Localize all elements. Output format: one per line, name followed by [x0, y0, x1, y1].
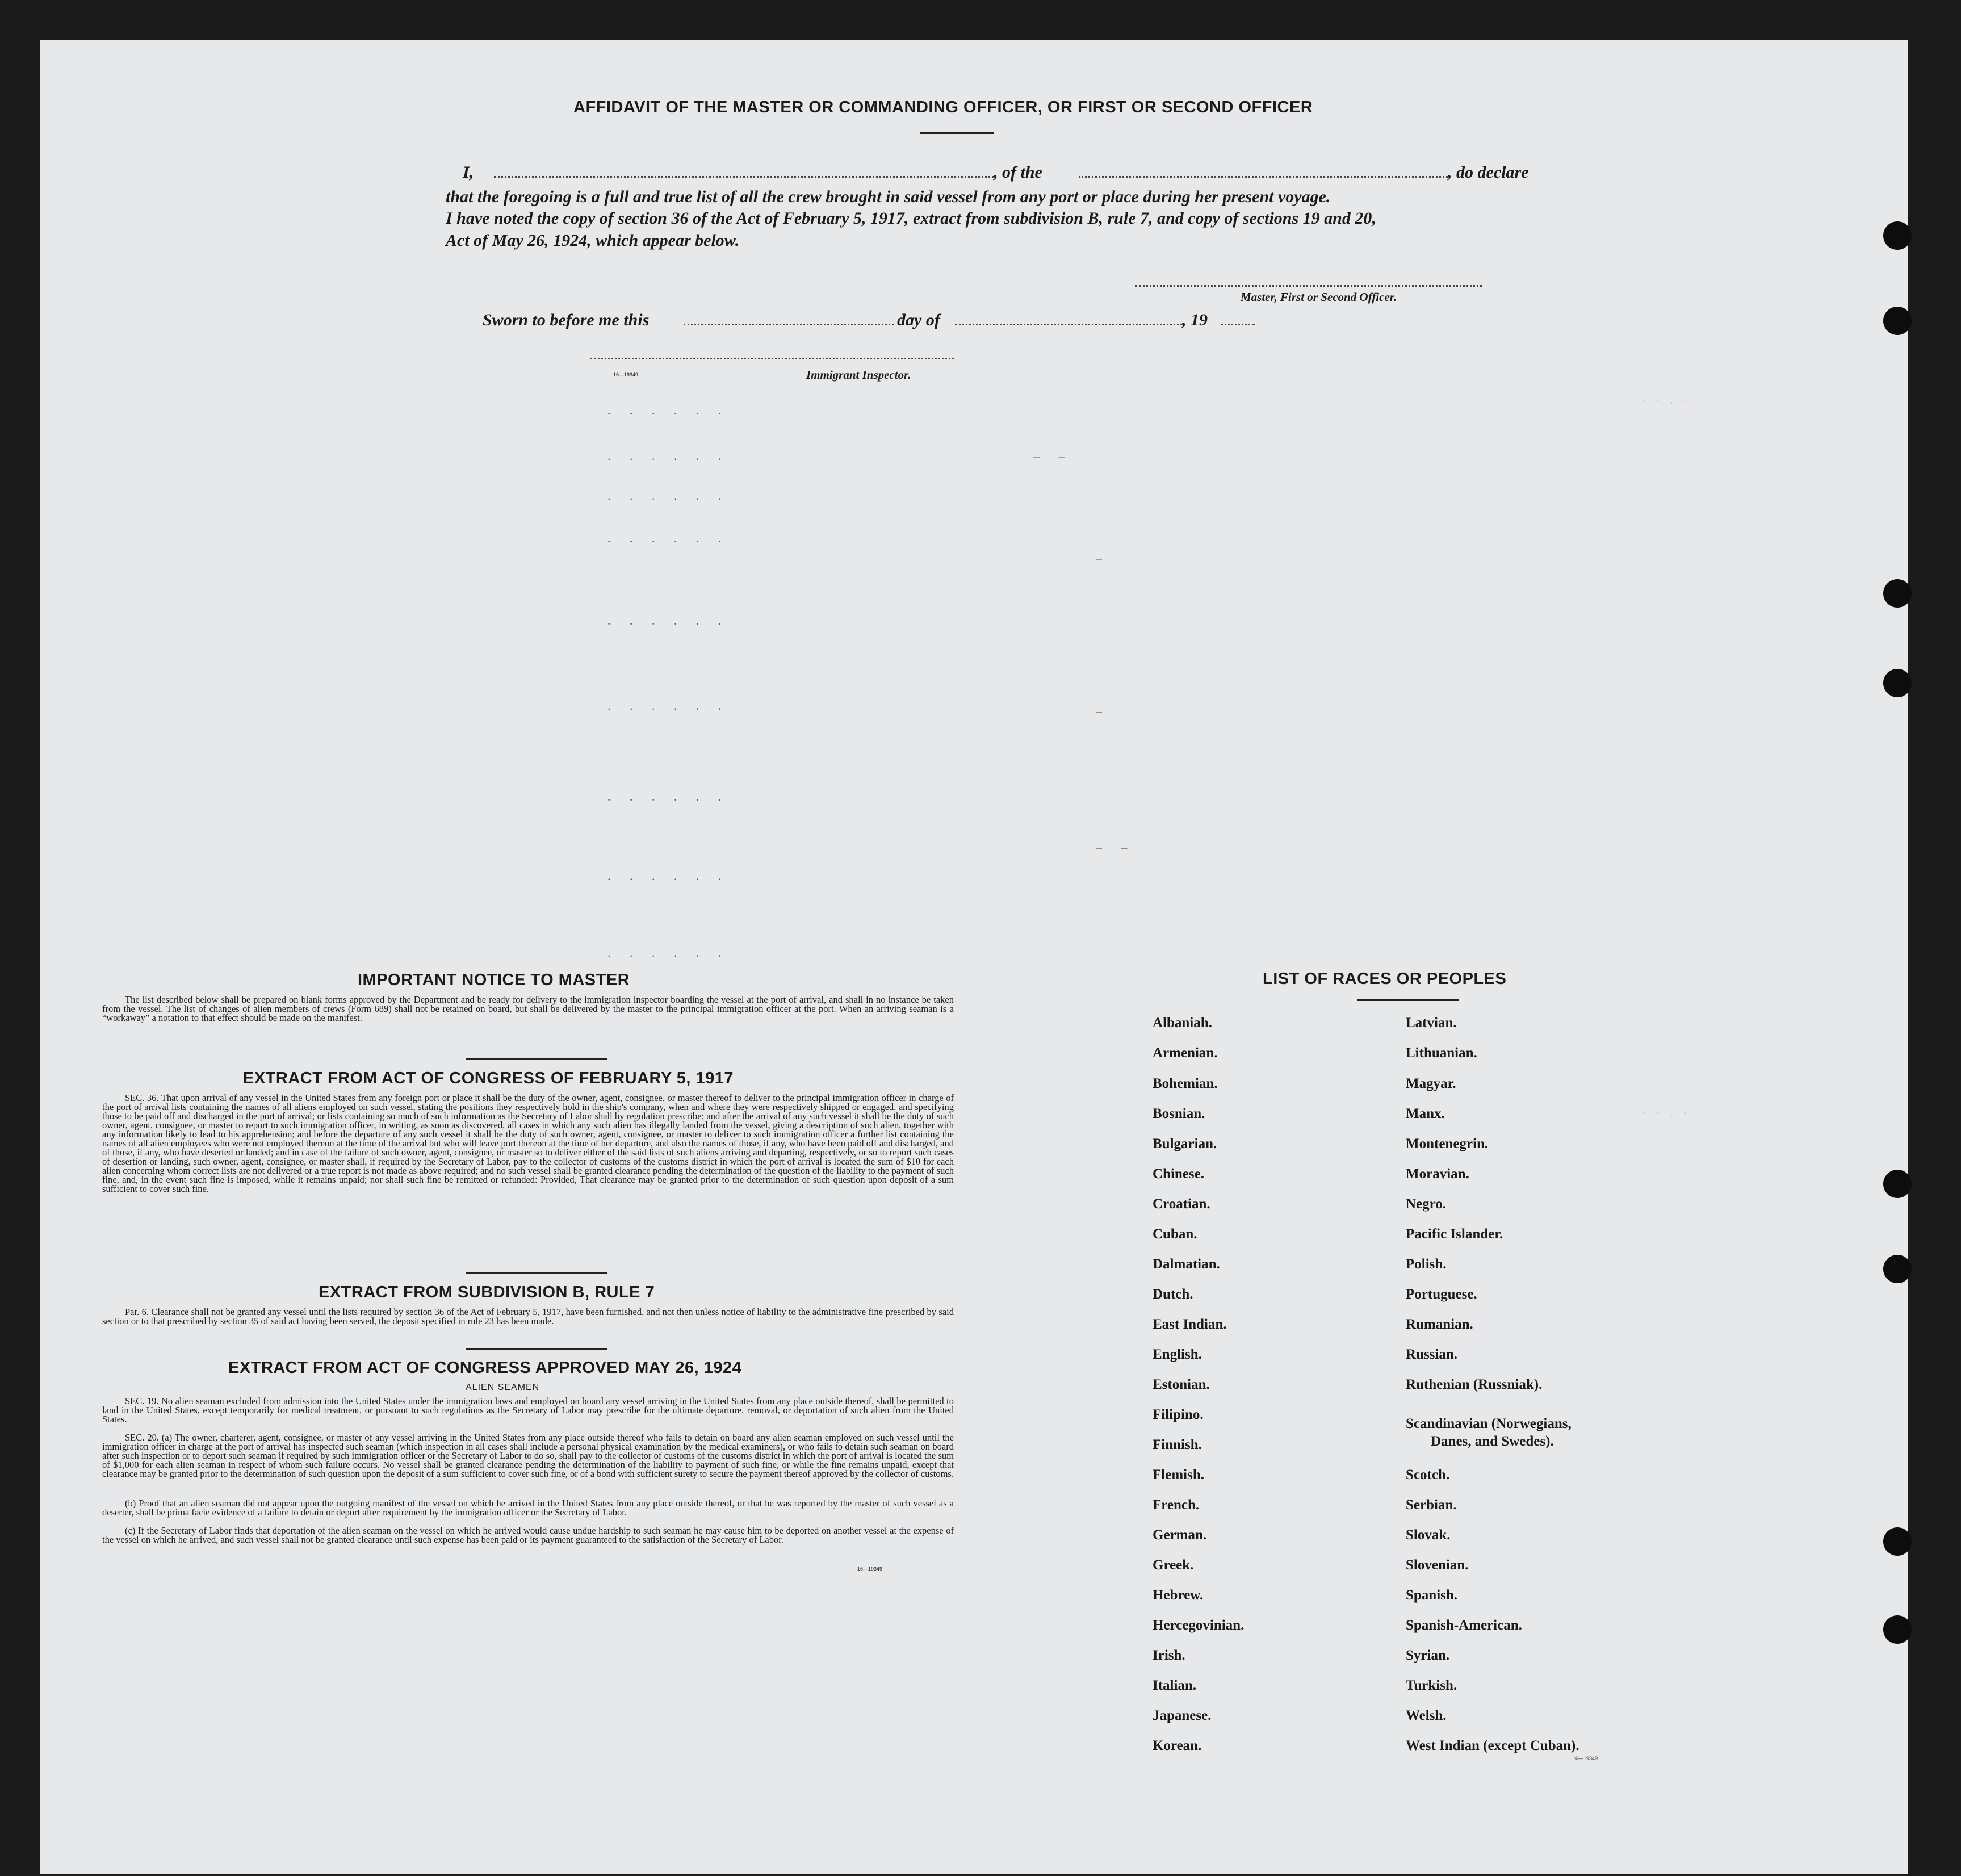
affidavit-form-number: 16—19349: [613, 372, 639, 378]
rule-7-paragraph: Par. 6. Clearance shall not be granted any vessel until the lists required by section 36 of the Act of February 5, 1917, have been furnished, and not then unless notice of liability to the administrative fine prescribed by said section or to that prescribed by section 35 of said act having been served, the deposit specified in rule 23 has been made.: [102, 1306, 954, 1326]
bleed-through-dots: . . . . . .: [607, 613, 730, 627]
section-20c-paragraph: (c) If the Secretary of Labor finds that deportation of the alien seaman on the vessel on which he arrived would cause undue hardship to such seaman he may cause him to be deported on another vessel at the expense of the vessel on which he arrived, and such vessel shall not be granted clearance until such expense has been paid or its payment guaranteed to the satisfaction of the Secretary of Labor.: [102, 1525, 954, 1545]
extract-1917-paragraph: SEC. 36. That upon arrival of any vessel in the United States from any foreign port or place it shall be the duty of the owner, agent, consignee, or master thereof to deliver to the principal immigration officer in charge of the port of arrival lists containing the names of all aliens employed on such vessel, stating the positions they respectively hold in the ship's company, when and where they were respectively shipped or engaged, and specifying those to be paid off and discharged in the port of arrival; or lists containing so much of such information as the Secretary of Labor shall by regulation prescribe; and after the arrival of any such vessel it shall be the duty of such owner, agent, consignee, or master to report to such immigration officer, in writing, as soon as discovered, all cases in which any such alien has illegally landed from the vessel, giving a description of such alien, together with any information likely to lead to his apprehension; and before the departure of any such vessel it shall be the duty of such owner, agent, consignee, or master to deliver to such immigration officer a further list containing the names of all alien employees who were not employed thereon at the time of the arrival but who will leave port thereon at the time of her departure, and also the names of those, if any, who have been paid off and discharged, and of those, if any, who have deserted or landed; and in case of the failure of such owner, agent, consignee, or master so to deliver either of the said lists of such aliens arriving and departing, respectively, or so to report such cases of desertion or landing, such owner, agent, consignee, or master shall, if required by the Secretary of Labor, pay to the collector of customs of the customs district in which the port of arrival is located the sum of $10 for each alien concerning whom correct lists are not delivered or a true report is not made as above required; and no such vessel shall be granted clearance pending the determination of the question of the liability to the payment of such fine, and, in the event such fine is imposed, while it remains unpaid; nor shall such fine be remitted or refunded: Provided, That clearance may be granted prior to the determination of such question upon deposit of a sum sufficient to cover such fine.: [102, 1092, 954, 1194]
race-item: Chinese.: [1153, 1166, 1204, 1182]
bleed-through-dots: . . . . . .: [607, 531, 730, 545]
race-item: Slovak.: [1406, 1527, 1451, 1543]
race-item: Spanish.: [1406, 1588, 1458, 1603]
race-item: Latvian.: [1406, 1015, 1457, 1031]
affidavit-title: AFFIDAVIT OF THE MASTER OR COMMANDING OFFICER, OR FIRST OR SECOND OFFICER: [573, 98, 1313, 116]
race-item: Slovenian.: [1406, 1557, 1469, 1573]
race-item: Filipino.: [1153, 1407, 1204, 1422]
bleed-through-text: · · . ·: [1641, 1107, 1689, 1120]
race-item: Turkish.: [1406, 1678, 1457, 1693]
race-item: Manx.: [1406, 1106, 1445, 1121]
race-item: Welsh.: [1406, 1708, 1447, 1723]
races-title-underline: [1357, 999, 1459, 1001]
sworn-day-of: day of: [897, 311, 940, 329]
punch-hole: [1883, 669, 1912, 697]
race-item: Portuguese.: [1406, 1287, 1477, 1302]
signature-blank[interactable]: [1135, 285, 1482, 287]
sworn-year-prefix: , 19: [1182, 311, 1208, 329]
bleed-through-dots: – –: [1033, 449, 1073, 463]
affidavit-i-label: I,: [463, 163, 474, 182]
race-item: Russian.: [1406, 1347, 1458, 1362]
race-item: Croatian.: [1153, 1196, 1210, 1212]
rule-7-title: EXTRACT FROM SUBDIVISION B, RULE 7: [319, 1283, 655, 1301]
race-item: Serbian.: [1406, 1497, 1457, 1513]
vessel-blank[interactable]: [1079, 176, 1448, 178]
race-item: Japanese.: [1153, 1708, 1212, 1723]
punch-hole: [1883, 1255, 1912, 1283]
inspector-label: Immigrant Inspector.: [806, 368, 911, 382]
race-item: Pacific Islander.: [1406, 1226, 1503, 1242]
extract-1917-title: EXTRACT FROM ACT OF CONGRESS OF FEBRUARY 5, 1917: [243, 1069, 734, 1087]
sworn-day-blank[interactable]: [684, 324, 894, 325]
bleed-through-dots: –: [1096, 704, 1110, 718]
section-19-paragraph: SEC. 19. No alien seaman excluded from admission into the United States under the immigration laws and employed on board any vessel arriving in the United States from any place outside thereof, shall be permitted to land in the United States, except temporarily for medical treatment, or pursuant to such regulations as the Secretary of Labor may prescribe for the ultimate departure, removal, or deportation of such alien from the United States.: [102, 1396, 954, 1425]
race-item: Rumanian.: [1406, 1317, 1473, 1332]
sworn-prefix: Sworn to before me this: [483, 311, 650, 329]
race-item: Hercegovinian.: [1153, 1618, 1245, 1633]
race-item: Flemish.: [1153, 1467, 1204, 1483]
affidavit-line-2: that the foregoing is a full and true list of all the crew brought in said vessel from any port or place during her present voyage.: [446, 187, 1331, 206]
race-item: French.: [1153, 1497, 1200, 1513]
races-form-number: 16—19349: [1573, 1756, 1598, 1761]
punch-hole: [1883, 221, 1912, 250]
inspector-signature-blank[interactable]: [590, 358, 954, 359]
affidavit-line-3: I have noted the copy of section 36 of the Act of February 5, 1917, extract from subdivision B, rule 7, and copy of sections 19 and 20,: [446, 209, 1376, 228]
punch-hole: [1883, 1527, 1912, 1556]
races-title: LIST OF RACES OR PEOPLES: [1263, 970, 1507, 988]
race-item: West Indian (except Cuban).: [1406, 1738, 1579, 1753]
race-item: Korean.: [1153, 1738, 1202, 1753]
race-item: Magyar.: [1406, 1076, 1456, 1091]
punch-hole: [1883, 1170, 1912, 1198]
bleed-through-dots: . . . . . .: [607, 789, 730, 803]
race-item: Bulgarian.: [1153, 1136, 1217, 1151]
bleed-through-dots: . . . . . .: [607, 488, 730, 503]
bleed-through-dots: –: [1096, 551, 1110, 565]
race-item: Bohemian.: [1153, 1076, 1218, 1091]
alien-seamen-subtitle: ALIEN SEAMEN: [466, 1383, 540, 1392]
race-item: Spanish-American.: [1406, 1618, 1522, 1633]
race-item: Montenegrin.: [1406, 1136, 1489, 1151]
race-item: Bosnian.: [1153, 1106, 1205, 1121]
bleed-through-text: · · . ·: [1641, 395, 1689, 408]
signer-label: Master, First or Second Officer.: [1241, 290, 1397, 304]
race-item: Danes, and Swedes).: [1431, 1434, 1554, 1449]
affidavit-do-declare: , do declare: [1448, 163, 1529, 182]
race-item: Greek.: [1153, 1557, 1194, 1573]
race-item: Italian.: [1153, 1678, 1197, 1693]
notice-paragraph: The list described below shall be prepared on blank forms approved by the Department and be ready for delivery to the immigration inspector boarding the vessel at the port of arrival, and shall in no instance be taken from the vessel. The list of changes of alien members of crews (Form 689) shall not be retained on board, but shall be delivered by the master to the principal immigration officer at the port. When an arriving seaman is a “workaway” a notation to that effect should be made on the manifest.: [102, 994, 954, 1023]
race-item: Irish.: [1153, 1648, 1185, 1663]
bleed-through-dots: . . . . . .: [607, 403, 730, 417]
race-item: Polish.: [1406, 1257, 1447, 1272]
race-item: Scandinavian (Norwegians,: [1406, 1416, 1572, 1431]
race-item: Negro.: [1406, 1196, 1447, 1212]
race-item: Ruthenian (Russniak).: [1406, 1377, 1543, 1392]
punch-hole: [1883, 579, 1912, 608]
race-item: Dalmatian.: [1153, 1257, 1220, 1272]
race-item: Hebrew.: [1153, 1588, 1204, 1603]
extract-form-number: 16—19349: [857, 1566, 883, 1572]
bleed-through-dots: . . . . . .: [607, 449, 730, 463]
race-item: Lithuanian.: [1406, 1045, 1477, 1061]
bleed-through-dots: . . . . . .: [607, 945, 730, 960]
name-blank[interactable]: [494, 176, 994, 178]
section-20a-paragraph: SEC. 20. (a) The owner, charterer, agent, consignee, or master of any vessel arriving in the United States from any place outside thereof who fails to detain on board any alien seaman employed on such vessel until the immigration officer in charge at the port of arrival has inspected such seaman (which inspection in all cases shall include a personal physical examination by the medical examiners), or who fails to detain such seaman on board after such inspection or to deport such seaman if required by such immigration officer or the Secretary of Labor to do so, shall pay to the collector of customs of the customs district in which the port of arrival is located the sum of $1,000 for each alien seaman in respect of whom such failure occurs. No vessel shall be granted clearance pending the determination of the liability to payment of such fine, or while the fine remains unpaid, except that clearance may be granted prior to the determination of such question upon the deposit of a sum sufficient to cover such fine, or of a bond with sufficient surety to secure the payment thereof approved by the collector of customs.: [102, 1432, 954, 1479]
race-item: Cuban.: [1153, 1226, 1197, 1242]
punch-hole: [1883, 307, 1912, 335]
sworn-month-blank[interactable]: [955, 324, 1182, 325]
bleed-through-dots: . . . . . .: [607, 869, 730, 883]
divider: [466, 1272, 607, 1274]
sworn-year-blank[interactable]: [1221, 324, 1255, 325]
divider: [466, 1058, 607, 1060]
divider: [466, 1348, 607, 1350]
race-item: Syrian.: [1406, 1648, 1450, 1663]
punch-hole: [1883, 1615, 1912, 1644]
title-underline: [920, 132, 994, 134]
bleed-through-dots: . . . . . .: [607, 698, 730, 713]
notice-title: IMPORTANT NOTICE TO MASTER: [358, 971, 630, 989]
section-20b-paragraph: (b) Proof that an alien seaman did not appear upon the outgoing manifest of the vessel on which he arrived in the United States from any place outside thereof, or that he was reported by the master of such vessel as a deserter, shall be prima facie evidence of a failure to detain or deport after requirement by the immigration officer or the Secretary of Labor.: [102, 1498, 954, 1518]
document-page: [40, 40, 1908, 1874]
race-item: German.: [1153, 1527, 1207, 1543]
race-item: Armenian.: [1153, 1045, 1218, 1061]
extract-1924-title: EXTRACT FROM ACT OF CONGRESS APPROVED MAY 26, 1924: [228, 1359, 742, 1377]
race-item: Moravian.: [1406, 1166, 1469, 1182]
race-item: Estonian.: [1153, 1377, 1210, 1392]
race-item: Scotch.: [1406, 1467, 1450, 1483]
bleed-through-dots: – –: [1096, 840, 1135, 855]
affidavit-line-4: Act of May 26, 1924, which appear below.: [446, 231, 740, 250]
race-item: English.: [1153, 1347, 1202, 1362]
race-item: East Indian.: [1153, 1317, 1227, 1332]
affidavit-of-the: , of the: [994, 163, 1042, 182]
race-item: Dutch.: [1153, 1287, 1193, 1302]
race-item: Albaniah.: [1153, 1015, 1212, 1031]
race-item: Finnish.: [1153, 1437, 1202, 1452]
